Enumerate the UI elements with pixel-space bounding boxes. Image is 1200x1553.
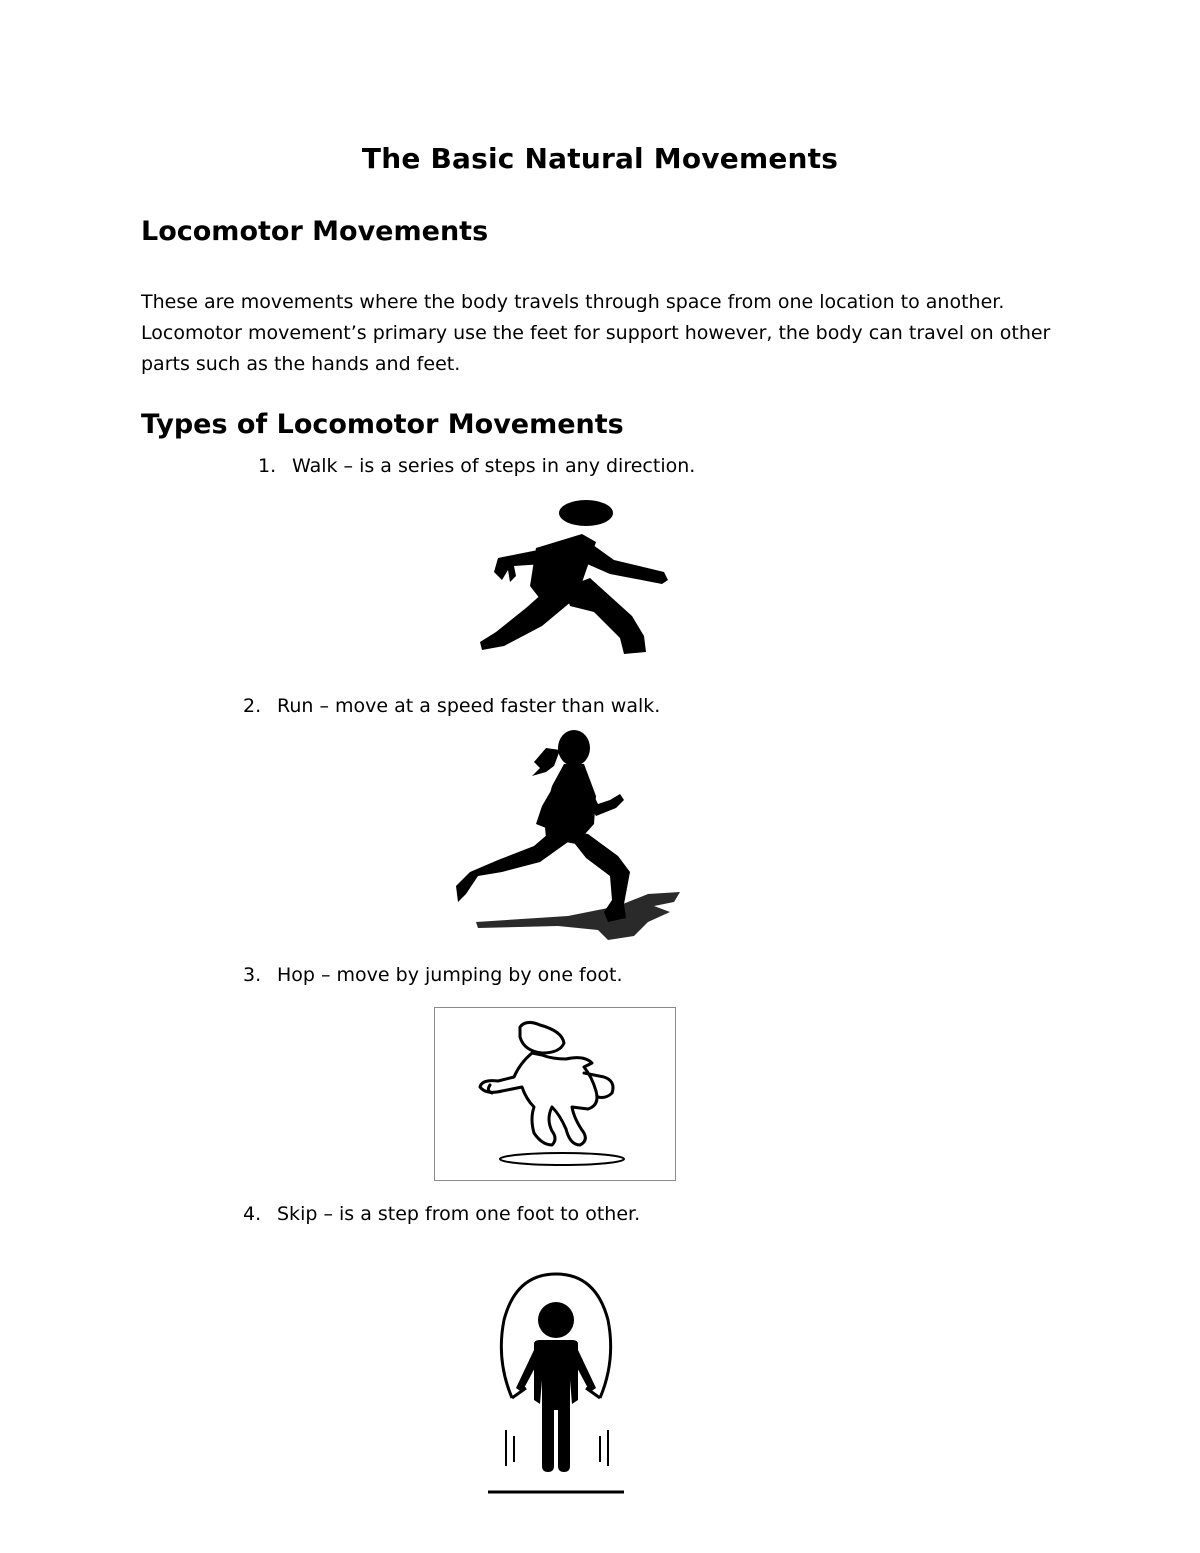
walking-person-icon [474,496,674,658]
hopping-person-icon [434,1007,678,1183]
intro-paragraph: These are movements where the body travels through space from one location to another. Locomotor movement’s primary use the feet for support however, the body can travel on other parts such as the hands and feet. [141,291,1051,375]
running-person-icon [448,726,688,940]
section-heading-locomotor: Locomotor Movements [141,216,489,247]
list-item-skip [243,1201,640,1227]
list-number: 3. [243,964,262,986]
document-title: The Basic Natural Movements [361,142,839,175]
list-text: Walk – is a series of steps in any direction. [292,455,696,477]
list-item-run [243,693,660,719]
section-heading-types: Types of Locomotor Movements [141,409,624,440]
jump-rope-person-icon [486,1270,628,1498]
list-number: 1. [258,455,277,477]
list-item-hop [243,962,622,988]
list-text: Skip – is a step from one foot to other. [277,1203,641,1225]
list-text: Run – move at a speed faster than walk. [277,695,661,717]
list-text: Hop – move by jumping by one foot. [277,964,623,986]
list-number: 4. [243,1203,262,1225]
list-item-walk [258,453,695,479]
list-number: 2. [243,695,262,717]
